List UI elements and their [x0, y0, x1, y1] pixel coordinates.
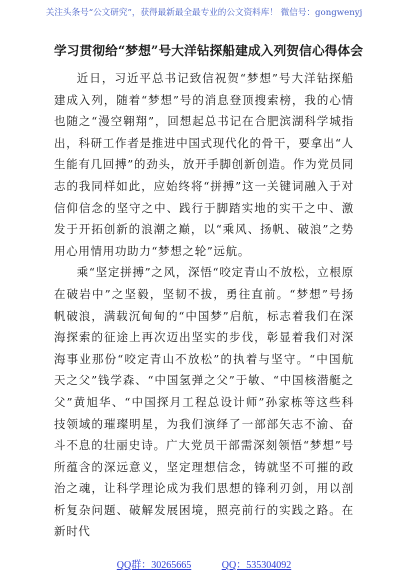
paragraph-1: 近日，习近平总书记致信祝贺“梦想”号大洋钻探船建成入列，随着“梦想”号的消息登顶搜索榜，我的心情也随之“漫空翱翔”，回想起总书记在合肥滨湖科学城指出，科研工作者是推进中国式现代化的骨干，要拿出“人生能有几回搏”的劲头，放开手脚创新创造。作为党员同志的我同样如此，应始终将“拼搏”这一关键词融入于对信仰信念的坚守之中、践行于脚踏实地的实干之中、激发于开拓创新的浪潮之巅，以“乘风、扬帆、破浪”之势用心用情用功助力“梦想之轮”远航。: [54, 71, 354, 258]
document-title: 学习贯彻给“梦想”号大洋钻探船建成入列贺信心得体会: [54, 43, 364, 58]
paragraph-2: 乘“坚定拼搏”之风，深悟“咬定青山不放松，立根原在破岩中”之坚毅，坚韧不拔，勇往直前。“梦想”号扬帆破浪，满载沉甸甸的“中国梦”启航，标志着我们在深海探索的征途上再次迈出坚实的步伐，彰显着我们对深海事业那份“咬定青山不放松”的执着与坚守。“中国航天之父”钱学森、“中国氢弹之父”于敏、“中国核潜艇之父”黄旭华、“中国探月工程总设计师”孙家栋等这些科技领域的璀璨明星，为我们演绎了一部部矢志不渝、奋斗不息的壮丽史诗。广大党员干部需深刻领悟“梦想”号所蕴含的深远意义，坚定理想信念，铸就坚不可摧的政治之魂，让科学理论成为我们思想的锋利刃剑，用以剖析复杂问题、破解发展困境，照亮前行的实践之路。在新时代: [54, 265, 354, 539]
document-body: [54, 42, 364, 543]
footer-qq: QQ：535304092: [221, 560, 292, 571]
footer-contact: [0, 559, 408, 573]
header-banner: 关注头条号“公文研究”，获得最新最全最专业的公文资料库！ 微信号：gongwenyj: [45, 8, 363, 18]
footer-qq-group: QQ群：30265665: [116, 560, 192, 571]
